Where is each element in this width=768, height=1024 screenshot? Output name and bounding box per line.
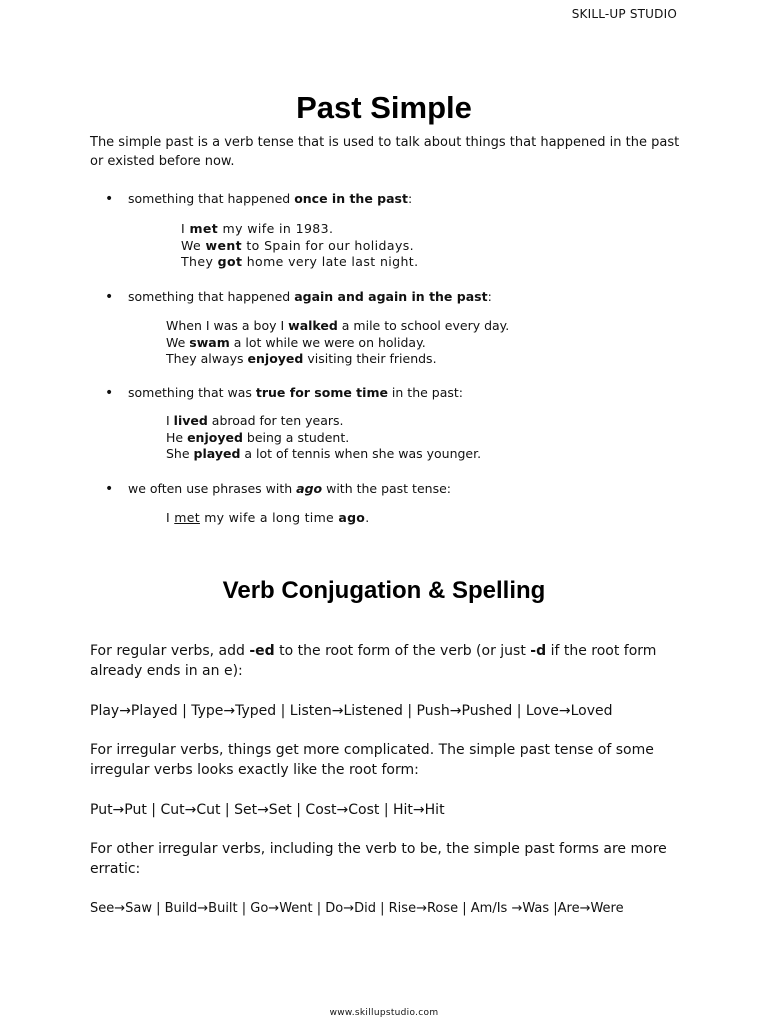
examples-once-in-past <box>181 221 418 271</box>
example-line: He enjoyed being a student. <box>166 429 350 445</box>
bullet-again-and-again: • something that happened again and again in the past: <box>105 289 492 305</box>
example-line: I met my wife in 1983. <box>181 221 334 236</box>
section-title-conjugation: Verb Conjugation & Spelling <box>222 577 546 604</box>
bullet-once-in-past: • something that happened once in the past: <box>105 191 413 207</box>
example-line: They got home very late last night. <box>181 254 419 269</box>
example-line: They always enjoyed visiting their friends. <box>166 351 437 366</box>
irregular-verbs-paragraph: For irregular verbs, things get more complicated. The simple past tense of some irregular verbs looks exactly like the root form: <box>90 742 654 778</box>
example-ago <box>166 510 369 527</box>
example-line: When I was a boy I walked a mile to school every day. <box>166 318 510 333</box>
footer-url: www.skillupstudio.com <box>329 1008 439 1018</box>
page-title: Past Simple <box>296 90 472 125</box>
bullet-dot-icon: • <box>105 191 114 207</box>
examples-again-and-again <box>166 318 509 368</box>
bullet-ago-phrases: • we often use phrases with ago with the past tense: <box>105 481 451 497</box>
regular-verbs-list: Play→Played | Type→Typed | Listen→Listened | Push→Pushed | Love→Loved <box>90 703 613 719</box>
erratic-verbs-list: See→Saw | Build→Built | Go→Went | Do→Did | Rise→Rose | Am/Is →Was |Are→Were <box>90 901 624 916</box>
erratic-verbs-paragraph: For other irregular verbs, including the verb to be, the simple past forms are more erratic: <box>90 841 667 877</box>
bullet-true-for-some-time: • something that was true for some time in the past: <box>105 385 464 401</box>
example-line: We swam a lot while we were on holiday. <box>166 334 426 350</box>
header-brand: SKILL-UP STUDIO <box>571 7 677 21</box>
example-line: She played a lot of tennis when she was younger. <box>166 446 482 461</box>
bullet-dot-icon: • <box>105 289 114 305</box>
regular-verbs-paragraph: For regular verbs, add -ed to the root form of the verb (or just -d if the root form already ends in an e): <box>90 643 657 679</box>
example-line: I met my wife a long time ago. <box>166 510 370 525</box>
example-line: We went to Spain for our holidays. <box>181 237 415 253</box>
bullet-dot-icon: • <box>105 481 114 497</box>
same-form-verbs-list: Put→Put | Cut→Cut | Set→Set | Cost→Cost | Hit→Hit <box>90 802 445 818</box>
example-line: I lived abroad for ten years. <box>166 413 344 428</box>
bullet-dot-icon: • <box>105 385 114 401</box>
intro-paragraph: The simple past is a verb tense that is used to talk about things that happened in the past or existed before now. <box>90 135 680 169</box>
examples-true-for-some-time <box>166 413 481 463</box>
